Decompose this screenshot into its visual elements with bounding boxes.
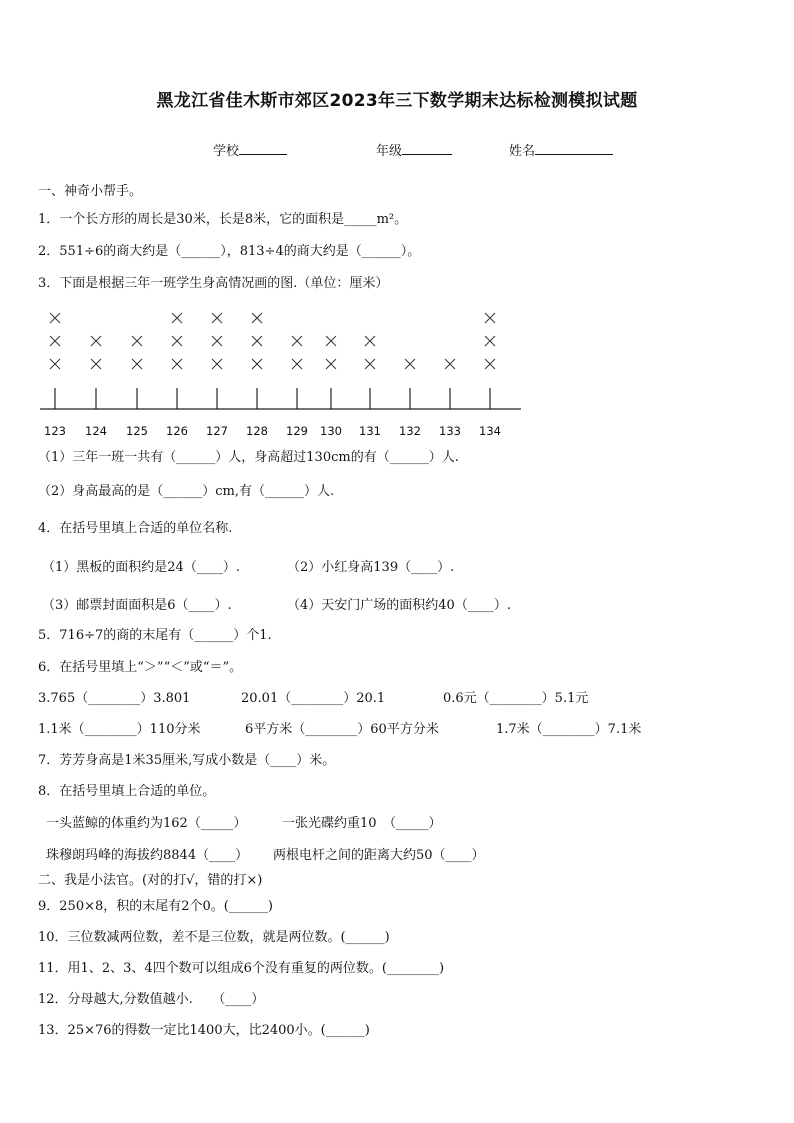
tick-label: 131 [359,424,381,438]
grade-label: 年级 [376,144,403,159]
tick-label: 133 [439,424,461,438]
compare-5: 6平方米（________）60平方分米 [245,722,439,737]
tick-label: 132 [399,424,421,438]
question-12: 12．分母越大,分数值越小. （____） [38,992,265,1007]
cross-mark [132,359,142,369]
question-9: 9．250×8，积的末尾有2个0。(______) [38,899,273,914]
cross-mark [252,336,262,346]
school-label: 学校 [213,144,240,159]
tick-label: 126 [166,424,188,438]
question-1: 1．一个长方形的周长是30米，长是8米，它的面积是_____m²。 [38,212,408,227]
question-5: 5．716÷7的商的末尾有（______）个1. [38,628,272,643]
question-3-part-1: （1）三年一班一共有（______）人，身高超过130cm的有（______）人. [38,450,459,465]
tick-label: 129 [286,424,308,438]
question-3-part-2: （2）身高最高的是（______）cm,有（______）人. [38,484,335,499]
compare-4: 1.1米（________）110分米 [38,722,201,737]
compare-1: 3.765（________）3.801 [38,691,191,706]
question-3: 3．下面是根据三年一班学生身高情况画的图.（单位：厘米） [38,276,389,291]
question-4-part-3: （3）邮票封面面积是6（____）. [42,598,232,613]
cross-mark [252,359,262,369]
question-11: 11．用1、2、3、4四个数可以组成6个没有重复的两位数。(________) [38,961,445,976]
cross-mark [485,359,495,369]
cross-mark [212,359,222,369]
cross-mark [252,313,262,323]
question-4-part-1: （1）黑板的面积约是24（____）. [42,560,240,575]
cross-mark [50,336,60,346]
section-1-heading: 一、神奇小帮手。 [38,184,143,199]
cross-mark [91,336,101,346]
question-8-part-3: 珠穆朗玛峰的海拔约8844（____） [46,848,249,863]
tick-label: 134 [479,424,501,438]
question-4-part-4: （4）天安门广场的面积约40（____）. [287,598,511,613]
height-dot-plot [0,0,794,440]
tick-label: 127 [206,424,228,438]
question-8: 8．在括号里填上合适的单位。 [38,784,216,799]
compare-6: 1.7米（________）7.1米 [496,722,642,737]
tick-label: 130 [320,424,342,438]
tick-label: 124 [85,424,107,438]
cross-mark [365,336,375,346]
cross-mark [485,313,495,323]
cross-mark [91,359,101,369]
question-4-part-2: （2）小红身高139（____）. [287,560,455,575]
cross-mark [50,313,60,323]
question-2: 2．551÷6的商大约是（______），813÷4的商大约是（______）。 [38,244,421,259]
question-8-part-2: 一张光碟约重10 （_____） [282,816,442,831]
question-13: 13．25×76的得数一定比1400大，比2400小。(______) [38,1023,370,1038]
cross-mark [365,359,375,369]
question-4: 4．在括号里填上合适的单位名称. [38,521,233,536]
compare-3: 0.6元（________）5.1元 [443,691,589,706]
cross-mark [50,359,60,369]
cross-mark [445,359,455,369]
cross-mark [292,336,302,346]
tick-label: 125 [126,424,148,438]
question-8-part-1: 一头蓝鲸的体重约为162（_____） [46,816,247,831]
name-label: 姓名 [509,144,536,159]
cross-mark [132,336,142,346]
cross-mark [405,359,415,369]
cross-mark [172,313,182,323]
question-10: 10．三位数减两位数，差不是三位数，就是两位数。(______) [38,930,390,945]
cross-mark [485,336,495,346]
question-6: 6．在括号里填上“＞”“＜”或“＝”。 [38,660,243,675]
tick-label: 123 [44,424,66,438]
cross-mark [212,313,222,323]
question-8-part-4: 两根电杆之间的距离大约50（____） [273,848,485,863]
tick-label: 128 [246,424,268,438]
cross-mark [326,359,336,369]
cross-mark [172,359,182,369]
page-title: 黑龙江省佳木斯市郊区2023年三下数学期末达标检测模拟试题 [156,91,638,111]
question-7: 7．芳芳身高是1米35厘米,写成小数是（____）米。 [38,753,336,768]
section-2-heading: 二、我是小法官。(对的打√，错的打×) [38,873,263,888]
cross-mark [326,336,336,346]
cross-mark [172,336,182,346]
cross-mark [292,359,302,369]
cross-mark [212,336,222,346]
compare-2: 20.01（________）20.1 [241,691,386,706]
